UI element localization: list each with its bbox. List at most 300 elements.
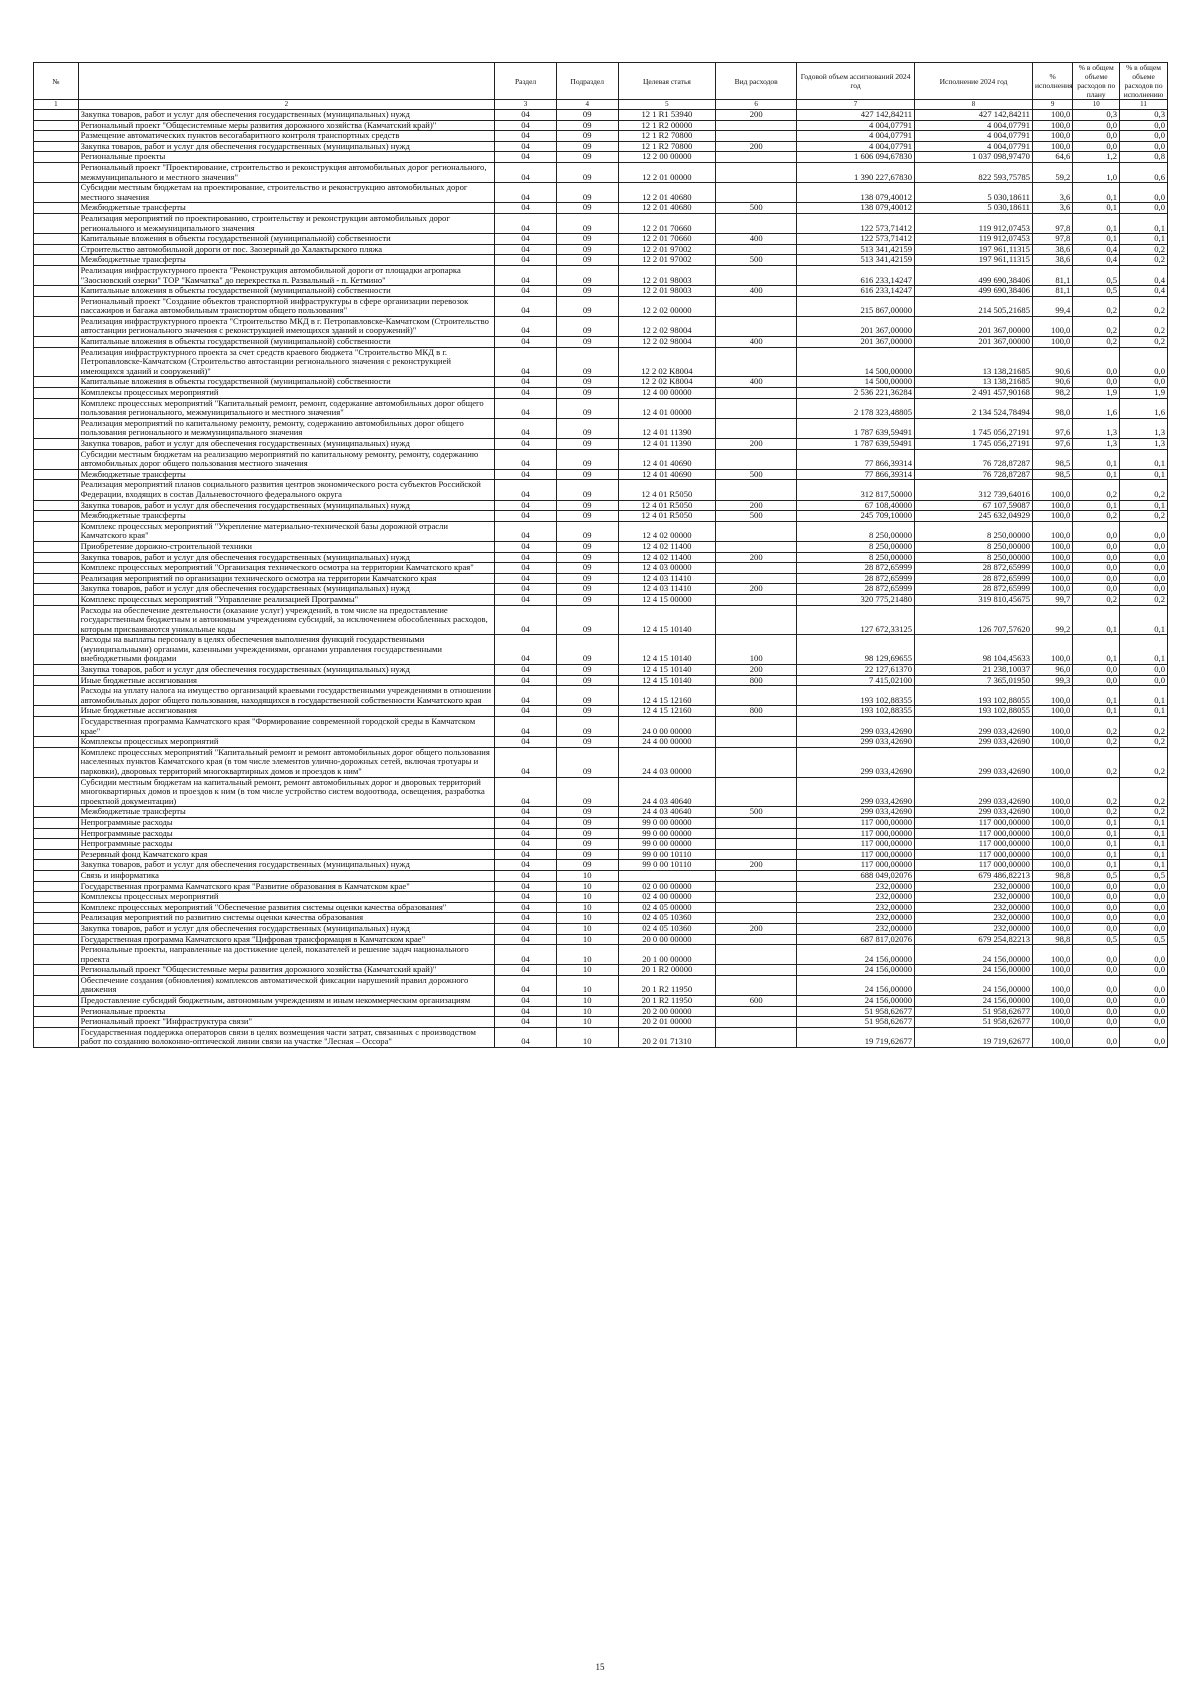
row-target-article: 02 0 00 00000 [618, 881, 716, 892]
row-share-exec: 0,1 [1120, 686, 1168, 706]
row-share-exec: 0,0 [1120, 573, 1168, 584]
row-annual-volume: 51 958,62677 [797, 1017, 915, 1028]
row-podrazdel: 09 [556, 552, 618, 563]
row-razdel: 04 [495, 110, 557, 121]
row-target-article: 12 2 02 00000 [618, 296, 716, 316]
row-target-article [618, 870, 716, 881]
row-share-exec: 0,2 [1120, 316, 1168, 336]
row-share-plan: 0,0 [1073, 1027, 1120, 1047]
row-number-cell [34, 777, 79, 807]
row-podrazdel: 09 [556, 162, 618, 182]
table-row [34, 337, 1168, 348]
row-target-article: 12 2 00 00000 [618, 152, 716, 163]
row-annual-volume: 215 867,00000 [797, 296, 915, 316]
row-share-plan: 0,2 [1073, 594, 1120, 605]
row-name: Расходы на обеспечение деятельности (оказание услуг) учреждений, в том числе на предоставление государственным бюджетным и автономным учреждениям субсидий, за исключением обособленных расходов, которым присваиваются уникальные коды [78, 605, 495, 635]
row-expense-type [716, 870, 797, 881]
header-execution: Исполнение 2024 год [915, 63, 1033, 100]
row-expense-type: 600 [716, 996, 797, 1007]
row-podrazdel: 09 [556, 635, 618, 665]
row-percent: 98,0 [1032, 398, 1072, 418]
row-target-article: 02 4 00 00000 [618, 892, 716, 903]
row-podrazdel: 10 [556, 1017, 618, 1028]
row-target-article: 12 4 01 40690 [618, 449, 716, 469]
row-number-cell [34, 337, 79, 348]
row-share-exec: 1,6 [1120, 398, 1168, 418]
row-target-article: 02 4 05 10360 [618, 923, 716, 934]
row-share-exec: 0,0 [1120, 521, 1168, 541]
row-share-exec: 0,2 [1120, 737, 1168, 748]
row-number-cell [34, 849, 79, 860]
row-share-plan: 0,1 [1073, 839, 1120, 850]
row-annual-volume: 122 573,71412 [797, 213, 915, 233]
row-share-plan: 0,3 [1073, 110, 1120, 121]
row-target-article: 12 2 01 97002 [618, 255, 716, 266]
row-expense-type [716, 945, 797, 965]
row-execution: 4 004,07791 [915, 131, 1033, 142]
row-percent: 81,1 [1032, 286, 1072, 297]
row-percent: 90,6 [1032, 377, 1072, 388]
row-name: Расходы на уплату налога на имущество организаций краевыми государственными учреждениями в отношении автомобильных дорог общего пользования, находящихся в государственной собственности Камчатского края [78, 686, 495, 706]
header-share-exec: % в общем объеме расходов по исполнению [1120, 63, 1168, 100]
row-name: Региональный проект "Общесистемные меры развития дорожного хозяйства (Камчатский край)" [78, 120, 495, 131]
row-target-article: 12 2 02 98004 [618, 337, 716, 348]
row-number-cell [34, 480, 79, 500]
row-target-article: 12 4 01 11390 [618, 439, 716, 450]
row-share-plan: 0,2 [1073, 337, 1120, 348]
row-share-exec: 0,0 [1120, 902, 1168, 913]
table-row [34, 573, 1168, 584]
row-target-article: 12 2 01 40680 [618, 183, 716, 203]
column-number-row [34, 100, 1168, 110]
row-expense-type: 200 [716, 552, 797, 563]
row-annual-volume: 232,00000 [797, 892, 915, 903]
row-name: Расходы на выплаты персоналу в целях обеспечения выполнения функций государственными (муниципальными) органами, казенными учреждениями, органами управления государственными внебюджетными фондами [78, 635, 495, 665]
row-name: Иные бюджетные ассигнования [78, 706, 495, 717]
row-name: Комплекс процессных мероприятий "Организация технического осмотра на территории Камчатского края" [78, 563, 495, 574]
row-podrazdel: 09 [556, 439, 618, 450]
row-number-cell [34, 870, 79, 881]
row-share-exec: 0,1 [1120, 849, 1168, 860]
row-expense-type [716, 828, 797, 839]
row-execution: 232,00000 [915, 923, 1033, 934]
row-name: Региональные проекты, направленные на достижение целей, показателей и решение задач национального проекта [78, 945, 495, 965]
row-execution: 98 104,45633 [915, 635, 1033, 665]
row-execution: 193 102,88055 [915, 686, 1033, 706]
row-share-plan: 0,1 [1073, 605, 1120, 635]
row-name: Государственная поддержка операторов связи в целях возмещения части затрат, связанных с производством работ по созданию волоконно-оптической линии связи на участке "Лесная – Оссора" [78, 1027, 495, 1047]
row-percent: 100,0 [1032, 881, 1072, 892]
row-annual-volume: 77 866,39314 [797, 449, 915, 469]
row-share-plan: 0,1 [1073, 817, 1120, 828]
row-razdel: 04 [495, 388, 557, 399]
row-target-article: 24 4 03 40640 [618, 777, 716, 807]
row-annual-volume: 687 817,02076 [797, 934, 915, 945]
row-share-plan: 0,0 [1073, 945, 1120, 965]
row-podrazdel: 09 [556, 183, 618, 203]
row-expense-type [716, 849, 797, 860]
row-percent: 100,0 [1032, 563, 1072, 574]
row-name: Комплекс процессных мероприятий "Укрепление материально-технической базы дорожной отрасли Камчатского края" [78, 521, 495, 541]
row-percent: 100,0 [1032, 1017, 1072, 1028]
row-share-exec: 0,0 [1120, 377, 1168, 388]
row-podrazdel: 10 [556, 945, 618, 965]
row-podrazdel: 10 [556, 881, 618, 892]
row-share-exec: 0,1 [1120, 635, 1168, 665]
row-share-exec: 0,1 [1120, 213, 1168, 233]
row-target-article: 12 4 01 R5050 [618, 500, 716, 511]
row-razdel: 04 [495, 541, 557, 552]
row-podrazdel: 09 [556, 265, 618, 285]
row-expense-type [716, 244, 797, 255]
row-expense-type [716, 316, 797, 336]
row-share-exec: 0,2 [1120, 511, 1168, 522]
row-annual-volume: 7 415,02100 [797, 675, 915, 686]
row-expense-type [716, 296, 797, 316]
row-execution: 24 156,00000 [915, 975, 1033, 995]
row-number-cell [34, 635, 79, 665]
row-share-exec: 0,2 [1120, 717, 1168, 737]
row-share-plan: 0,1 [1073, 849, 1120, 860]
row-share-exec: 0,8 [1120, 152, 1168, 163]
row-number-cell [34, 511, 79, 522]
row-share-exec: 0,0 [1120, 347, 1168, 377]
row-annual-volume: 67 108,40000 [797, 500, 915, 511]
row-percent: 100,0 [1032, 1006, 1072, 1017]
row-share-exec: 0,0 [1120, 541, 1168, 552]
row-annual-volume: 299 033,42690 [797, 717, 915, 737]
row-number-cell [34, 584, 79, 595]
row-execution: 197 961,11315 [915, 244, 1033, 255]
header-annual-volume: Годовой объем ассигнований 2024 год [797, 63, 915, 100]
header-percent: % исполнения [1032, 63, 1072, 100]
row-podrazdel: 09 [556, 255, 618, 266]
row-share-plan: 0,0 [1073, 923, 1120, 934]
table-row [34, 347, 1168, 377]
row-razdel: 04 [495, 131, 557, 142]
row-execution: 201 367,00000 [915, 316, 1033, 336]
row-share-exec: 0,0 [1120, 203, 1168, 214]
row-expense-type [716, 418, 797, 438]
row-expense-type [716, 965, 797, 976]
row-podrazdel: 09 [556, 511, 618, 522]
row-razdel: 04 [495, 286, 557, 297]
table-row [34, 234, 1168, 245]
row-percent: 98,8 [1032, 934, 1072, 945]
row-number-cell [34, 377, 79, 388]
row-target-article: 12 4 03 11410 [618, 573, 716, 584]
row-name: Закупка товаров, работ и услуг для обеспечения государственных (муниципальных) нужд [78, 110, 495, 121]
row-podrazdel: 09 [556, 737, 618, 748]
row-name: Межбюджетные трансферты [78, 255, 495, 266]
row-percent: 99,3 [1032, 675, 1072, 686]
row-target-article: 99 0 00 10110 [618, 860, 716, 871]
row-execution: 232,00000 [915, 902, 1033, 913]
row-percent: 100,0 [1032, 807, 1072, 818]
row-number-cell [34, 131, 79, 142]
row-razdel: 04 [495, 120, 557, 131]
table-row [34, 902, 1168, 913]
row-annual-volume: 8 250,00000 [797, 521, 915, 541]
row-expense-type: 800 [716, 675, 797, 686]
row-razdel: 04 [495, 203, 557, 214]
row-execution: 299 033,42690 [915, 807, 1033, 818]
row-expense-type [716, 265, 797, 285]
row-number-cell [34, 500, 79, 511]
row-razdel: 04 [495, 162, 557, 182]
row-target-article: 12 4 03 11410 [618, 584, 716, 595]
row-expense-type [716, 747, 797, 777]
row-name: Комплексы процессных мероприятий [78, 892, 495, 903]
row-annual-volume: 299 033,42690 [797, 807, 915, 818]
row-target-article: 12 4 00 00000 [618, 388, 716, 399]
row-execution: 21 238,10037 [915, 665, 1033, 676]
row-share-plan: 0,5 [1073, 265, 1120, 285]
row-target-article: 20 0 00 00000 [618, 934, 716, 945]
row-share-plan: 0,5 [1073, 934, 1120, 945]
row-name: Обеспечение создания (обновления) комплексов автоматической фиксации нарушений правил дорожного движения [78, 975, 495, 995]
row-podrazdel: 09 [556, 573, 618, 584]
row-target-article: 12 1 R2 70800 [618, 131, 716, 142]
row-percent: 100,0 [1032, 747, 1072, 777]
row-podrazdel: 09 [556, 398, 618, 418]
row-target-article: 24 4 00 00000 [618, 737, 716, 748]
row-number-cell [34, 892, 79, 903]
column-number-7: 7 [797, 100, 915, 110]
row-target-article: 20 2 00 00000 [618, 1006, 716, 1017]
row-execution: 299 033,42690 [915, 737, 1033, 748]
row-share-plan: 0,0 [1073, 892, 1120, 903]
row-number-cell [34, 686, 79, 706]
row-execution: 1 745 056,27191 [915, 439, 1033, 450]
row-number-cell [34, 469, 79, 480]
row-execution: 822 593,75785 [915, 162, 1033, 182]
table-row [34, 892, 1168, 903]
row-percent: 100,0 [1032, 337, 1072, 348]
row-name: Приобретение дорожно-строительной техники [78, 541, 495, 552]
row-share-plan: 0,0 [1073, 913, 1120, 924]
row-share-exec: 0,1 [1120, 860, 1168, 871]
row-annual-volume: 1 787 639,59491 [797, 418, 915, 438]
row-share-exec: 0,1 [1120, 234, 1168, 245]
row-share-plan: 0,0 [1073, 1017, 1120, 1028]
row-annual-volume: 299 033,42690 [797, 747, 915, 777]
row-execution: 4 004,07791 [915, 120, 1033, 131]
row-number-cell [34, 388, 79, 399]
header-share-plan: % в общем объеме расходов по плану [1073, 63, 1120, 100]
row-number-cell [34, 717, 79, 737]
row-annual-volume: 8 250,00000 [797, 552, 915, 563]
row-annual-volume: 4 004,07791 [797, 120, 915, 131]
column-number-5: 5 [618, 100, 716, 110]
row-execution: 2 134 524,78494 [915, 398, 1033, 418]
row-percent: 3,6 [1032, 203, 1072, 214]
row-share-plan: 0,2 [1073, 480, 1120, 500]
row-target-article: 12 4 01 11390 [618, 418, 716, 438]
row-share-plan: 0,0 [1073, 1006, 1120, 1017]
row-execution: 51 958,62677 [915, 1017, 1033, 1028]
row-razdel: 04 [495, 706, 557, 717]
row-annual-volume: 616 233,14247 [797, 265, 915, 285]
table-row [34, 635, 1168, 665]
table-row [34, 203, 1168, 214]
row-percent: 97,6 [1032, 439, 1072, 450]
row-execution: 299 033,42690 [915, 717, 1033, 737]
row-razdel: 04 [495, 1027, 557, 1047]
column-number-2: 2 [78, 100, 495, 110]
row-annual-volume: 513 341,42159 [797, 255, 915, 266]
row-number-cell [34, 817, 79, 828]
row-share-plan: 0,0 [1073, 131, 1120, 142]
row-podrazdel: 09 [556, 777, 618, 807]
row-share-exec: 0,2 [1120, 480, 1168, 500]
row-expense-type: 200 [716, 665, 797, 676]
row-number-cell [34, 605, 79, 635]
table-row [34, 839, 1168, 850]
row-name: Региональный проект "Создание объектов транспортной инфраструктуры в сфере организации перевозок пассажиров и багажа автомобильным транспортом общего пользования" [78, 296, 495, 316]
row-target-article: 99 0 00 00000 [618, 828, 716, 839]
row-execution: 13 138,21685 [915, 377, 1033, 388]
table-row [34, 807, 1168, 818]
row-name: Реализация инфраструктурного проекта за счет средств краевого бюджета "Строительство МКД в г. Петропавловске-Камчатском (Строительство автостанции регионального значения с реконструкцией имеющихся зданий и сооружений)" [78, 347, 495, 377]
row-percent: 100,0 [1032, 686, 1072, 706]
row-podrazdel: 09 [556, 706, 618, 717]
row-target-article: 12 4 03 00000 [618, 563, 716, 574]
row-expense-type [716, 449, 797, 469]
row-share-exec: 0,1 [1120, 500, 1168, 511]
row-name: Закупка товаров, работ и услуг для обеспечения государственных (муниципальных) нужд [78, 500, 495, 511]
row-execution: 499 690,38406 [915, 265, 1033, 285]
row-name: Капитальные вложения в объекты государственной (муниципальной) собственности [78, 377, 495, 388]
row-podrazdel: 09 [556, 418, 618, 438]
row-expense-type: 500 [716, 469, 797, 480]
row-target-article: 12 4 02 11400 [618, 541, 716, 552]
row-expense-type [716, 839, 797, 850]
row-share-plan: 0,1 [1073, 860, 1120, 871]
row-share-exec: 0,6 [1120, 162, 1168, 182]
table-row [34, 594, 1168, 605]
row-execution: 4 004,07791 [915, 141, 1033, 152]
page-number: 15 [595, 1662, 605, 1672]
row-name: Комплекс процессных мероприятий "Управление реализацией Программы" [78, 594, 495, 605]
row-name: Государственная программа Камчатского края "Развитие образования в Камчатском крае" [78, 881, 495, 892]
row-annual-volume: 138 079,40012 [797, 183, 915, 203]
row-razdel: 04 [495, 913, 557, 924]
row-razdel: 04 [495, 469, 557, 480]
row-share-plan: 0,0 [1073, 573, 1120, 584]
row-number-cell [34, 807, 79, 818]
row-razdel: 04 [495, 480, 557, 500]
row-execution: 117 000,00000 [915, 828, 1033, 839]
row-annual-volume: 201 367,00000 [797, 316, 915, 336]
table-row [34, 418, 1168, 438]
row-number-cell [34, 945, 79, 965]
row-share-exec: 0,4 [1120, 265, 1168, 285]
row-target-article: 12 4 15 10140 [618, 675, 716, 686]
table-row [34, 1017, 1168, 1028]
row-expense-type [716, 541, 797, 552]
row-podrazdel: 09 [556, 388, 618, 399]
row-share-exec: 0,0 [1120, 965, 1168, 976]
row-target-article: 12 4 02 00000 [618, 521, 716, 541]
table-row [34, 511, 1168, 522]
row-target-article: 12 2 02 K8004 [618, 377, 716, 388]
row-percent: 99,4 [1032, 296, 1072, 316]
row-number-cell [34, 244, 79, 255]
row-target-article: 20 1 R2 00000 [618, 965, 716, 976]
row-target-article: 12 4 01 R5050 [618, 511, 716, 522]
row-execution: 312 739,64016 [915, 480, 1033, 500]
row-share-exec: 0,1 [1120, 828, 1168, 839]
row-target-article: 12 4 01 40690 [618, 469, 716, 480]
row-percent: 100,0 [1032, 635, 1072, 665]
row-number-cell [34, 913, 79, 924]
row-target-article: 12 2 01 40680 [618, 203, 716, 214]
column-number-6: 6 [716, 100, 797, 110]
row-target-article: 12 4 01 R5050 [618, 480, 716, 500]
row-razdel: 04 [495, 1017, 557, 1028]
row-annual-volume: 616 233,14247 [797, 286, 915, 297]
table-row [34, 665, 1168, 676]
row-share-plan: 0,1 [1073, 449, 1120, 469]
row-execution: 117 000,00000 [915, 839, 1033, 850]
row-percent: 100,0 [1032, 1027, 1072, 1047]
row-annual-volume: 122 573,71412 [797, 234, 915, 245]
row-share-exec: 0,0 [1120, 665, 1168, 676]
row-percent: 64,6 [1032, 152, 1072, 163]
row-razdel: 04 [495, 849, 557, 860]
row-podrazdel: 09 [556, 234, 618, 245]
row-number-cell [34, 255, 79, 266]
row-share-plan: 0,1 [1073, 706, 1120, 717]
row-number-cell [34, 213, 79, 233]
row-number-cell [34, 296, 79, 316]
row-razdel: 04 [495, 807, 557, 818]
row-expense-type [716, 892, 797, 903]
header-podrazdel: Подраздел [556, 63, 618, 100]
row-execution: 8 250,00000 [915, 552, 1033, 563]
row-number-cell [34, 286, 79, 297]
row-share-exec: 0,0 [1120, 881, 1168, 892]
row-share-exec: 0,0 [1120, 563, 1168, 574]
table-row [34, 162, 1168, 182]
row-share-exec: 0,1 [1120, 706, 1168, 717]
row-target-article: 12 2 02 K8004 [618, 347, 716, 377]
row-razdel: 04 [495, 234, 557, 245]
row-share-exec: 0,1 [1120, 817, 1168, 828]
row-target-article: 12 1 R1 53940 [618, 110, 716, 121]
row-number-cell [34, 162, 79, 182]
row-razdel: 04 [495, 377, 557, 388]
row-annual-volume: 1 606 094,67830 [797, 152, 915, 163]
row-execution: 299 033,42690 [915, 747, 1033, 777]
row-razdel: 04 [495, 870, 557, 881]
row-razdel: 04 [495, 737, 557, 748]
row-share-exec: 0,0 [1120, 1027, 1168, 1047]
row-execution: 119 912,07453 [915, 213, 1033, 233]
row-share-exec: 0,0 [1120, 552, 1168, 563]
row-expense-type: 500 [716, 807, 797, 818]
row-annual-volume: 688 049,02076 [797, 870, 915, 881]
row-podrazdel: 09 [556, 849, 618, 860]
row-target-article: 99 0 00 10110 [618, 849, 716, 860]
row-target-article: 12 1 R2 70800 [618, 141, 716, 152]
row-share-plan: 0,0 [1073, 541, 1120, 552]
row-share-exec: 0,1 [1120, 605, 1168, 635]
row-annual-volume: 117 000,00000 [797, 860, 915, 871]
row-percent: 100,0 [1032, 706, 1072, 717]
row-execution: 499 690,38406 [915, 286, 1033, 297]
